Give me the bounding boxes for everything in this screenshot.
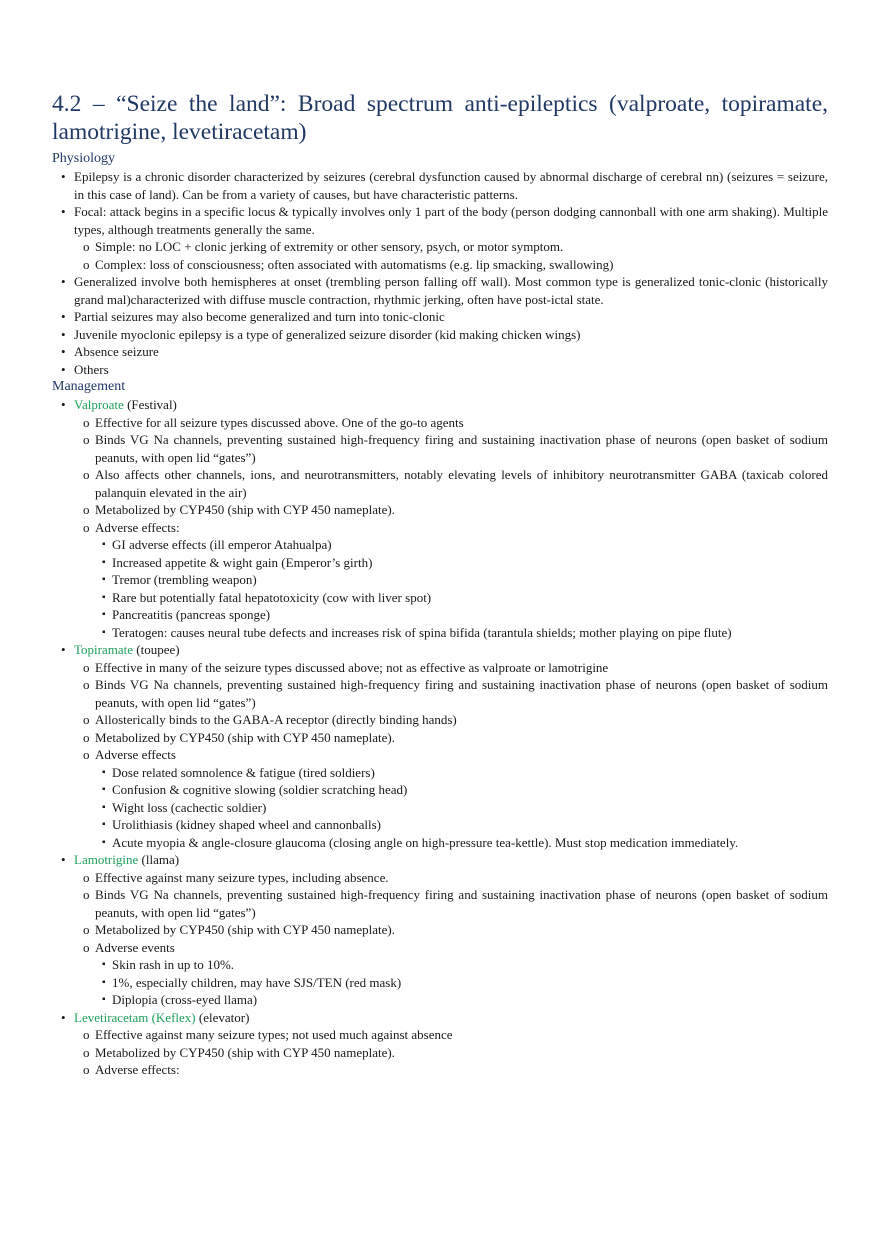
list-subitem: o Simple: no LOC + clonic jerking of extremity or other sensory, psych, or motor symptom.	[52, 238, 828, 256]
adverse-effect: ▪ 1%, especially children, may have SJS/TEN (red mask)	[52, 974, 828, 992]
drug-mnemonic: (toupee)	[133, 642, 180, 657]
management-heading: Management	[52, 379, 126, 394]
drug-point: o Adverse effects:	[52, 1061, 828, 1079]
drug-point: o Effective against many seizure types; not used much against absence	[52, 1026, 828, 1044]
adverse-effect: ▪ Wight loss (cachectic soldier)	[52, 799, 828, 817]
adverse-effect: ▪ Rare but potentially fatal hepatotoxicity (cow with liver spot)	[52, 589, 828, 607]
drug-point: o Adverse events	[52, 939, 828, 957]
list-item: • Focal: attack begins in a specific locus & typically involves only 1 part of the body (person dodging cannonball with one arm shaking). Multiple types, although treatments generally the same.	[52, 203, 828, 238]
drug-point: o Also affects other channels, ions, and neurotransmitters, notably elevating levels of inhibitory neurotransmitter GABA (taxicab colored palanquin elevated in the air)	[52, 466, 828, 501]
list-item: • Generalized involve both hemispheres at onset (trembling person falling off wall). Most common type is generalized tonic-clonic (historically grand mal)characterized with diffuse muscle contraction, rhythmic jerking, often have post-ictal state.	[52, 273, 828, 308]
drug-mnemonic: (elevator)	[195, 1009, 250, 1025]
list-item: • Epilepsy is a chronic disorder characterized by seizures (cerebral dysfunction caused by abnormal discharge of cerebral nn) (seizures = seizure, in this case of land). Can be from a variety of causes, but have characteristic patterns.	[52, 168, 828, 203]
drug-name: Lamotrigine	[74, 852, 139, 867]
drug-point: o Allosterically binds to the GABA-A receptor (directly binding hands)	[52, 711, 828, 729]
adverse-effect: ▪ GI adverse effects (ill emperor Atahualpa)	[52, 536, 828, 554]
drug-item-lamotrigine	[52, 851, 828, 869]
drug-mnemonic: (llama)	[138, 852, 180, 867]
list-item: • Absence seizure	[52, 343, 828, 361]
drug-item-topiramate	[52, 641, 828, 659]
drug-point: o Effective against many seizure types, including absence.	[52, 869, 828, 887]
drug-brand: (Keflex)	[151, 1009, 196, 1025]
drug-point: o Effective in many of the seizure types discussed above; not as effective as valproate or lamotrigine	[52, 659, 828, 677]
drug-item-valproate	[52, 396, 828, 414]
adverse-effect: ▪ Tremor (trembling weapon)	[52, 571, 828, 589]
drug-point: o Metabolized by CYP450 (ship with CYP 450 nameplate).	[52, 501, 828, 519]
drug-name: Levetiracetam	[74, 1009, 149, 1025]
drug-mnemonic: (Festival)	[123, 397, 177, 412]
drug-point: o Binds VG Na channels, preventing sustained high-frequency firing and sustaining inactivation phase of neurons (open basket of sodium peanuts, with open lid “gates”)	[52, 431, 828, 466]
physiology-heading: Physiology	[52, 151, 116, 166]
drug-name: Valproate	[74, 397, 124, 412]
management-list	[52, 396, 828, 1079]
drug-name: Topiramate	[74, 642, 134, 657]
adverse-effect: ▪ Confusion & cognitive slowing (soldier scratching head)	[52, 781, 828, 799]
document-page	[52, 90, 828, 1079]
adverse-effect: ▪ Diplopia (cross-eyed llama)	[52, 991, 828, 1009]
adverse-effect: ▪ Dose related somnolence & fatigue (tired soldiers)	[52, 764, 828, 782]
drug-point: o Metabolized by CYP450 (ship with CYP 450 nameplate).	[52, 1044, 828, 1062]
page-title: 4.2 – “Seize the land”: Broad spectrum anti-epileptics (valproate, topiramate, lamotrigine, levetiracetam)	[52, 91, 828, 145]
drug-point: o Adverse effects:	[52, 519, 828, 537]
list-item: • Others	[52, 361, 828, 379]
drug-point: o Binds VG Na channels, preventing sustained high-frequency firing and sustaining inactivation phase of neurons (open basket of sodium peanuts, with open lid “gates”)	[52, 886, 828, 921]
adverse-effect: ▪ Pancreatitis (pancreas sponge)	[52, 606, 828, 624]
list-item: • Juvenile myoclonic epilepsy is a type of generalized seizure disorder (kid making chicken wings)	[52, 326, 828, 344]
drug-point: o Metabolized by CYP450 (ship with CYP 450 nameplate).	[52, 729, 828, 747]
list-item: • Partial seizures may also become generalized and turn into tonic-clonic	[52, 308, 828, 326]
drug-point: o Metabolized by CYP450 (ship with CYP 450 nameplate).	[52, 921, 828, 939]
adverse-effect: ▪ Increased appetite & wight gain (Emperor’s girth)	[52, 554, 828, 572]
drug-item-levetiracetam	[52, 1009, 828, 1027]
adverse-effect: ▪ Urolithiasis (kidney shaped wheel and cannonballs)	[52, 816, 828, 834]
list-subitem: o Complex: loss of consciousness; often associated with automatisms (e.g. lip smacking, swallowing)	[52, 256, 828, 274]
drug-point: o Effective for all seizure types discussed above. One of the go-to agents	[52, 414, 828, 432]
adverse-effect: ▪ Acute myopia & angle-closure glaucoma (closing angle on high-pressure tea-kettle). Must stop medication immediately.	[52, 834, 828, 852]
physiology-list	[52, 168, 828, 378]
adverse-effect: ▪ Skin rash in up to 10%.	[52, 956, 828, 974]
drug-point: o Adverse effects	[52, 746, 828, 764]
adverse-effect: ▪ Teratogen: causes neural tube defects and increases risk of spina bifida (tarantula shields; mother playing on pipe flute)	[52, 624, 828, 642]
drug-point: o Binds VG Na channels, preventing sustained high-frequency firing and sustaining inactivation phase of neurons (open basket of sodium peanuts, with open lid “gates”)	[52, 676, 828, 711]
